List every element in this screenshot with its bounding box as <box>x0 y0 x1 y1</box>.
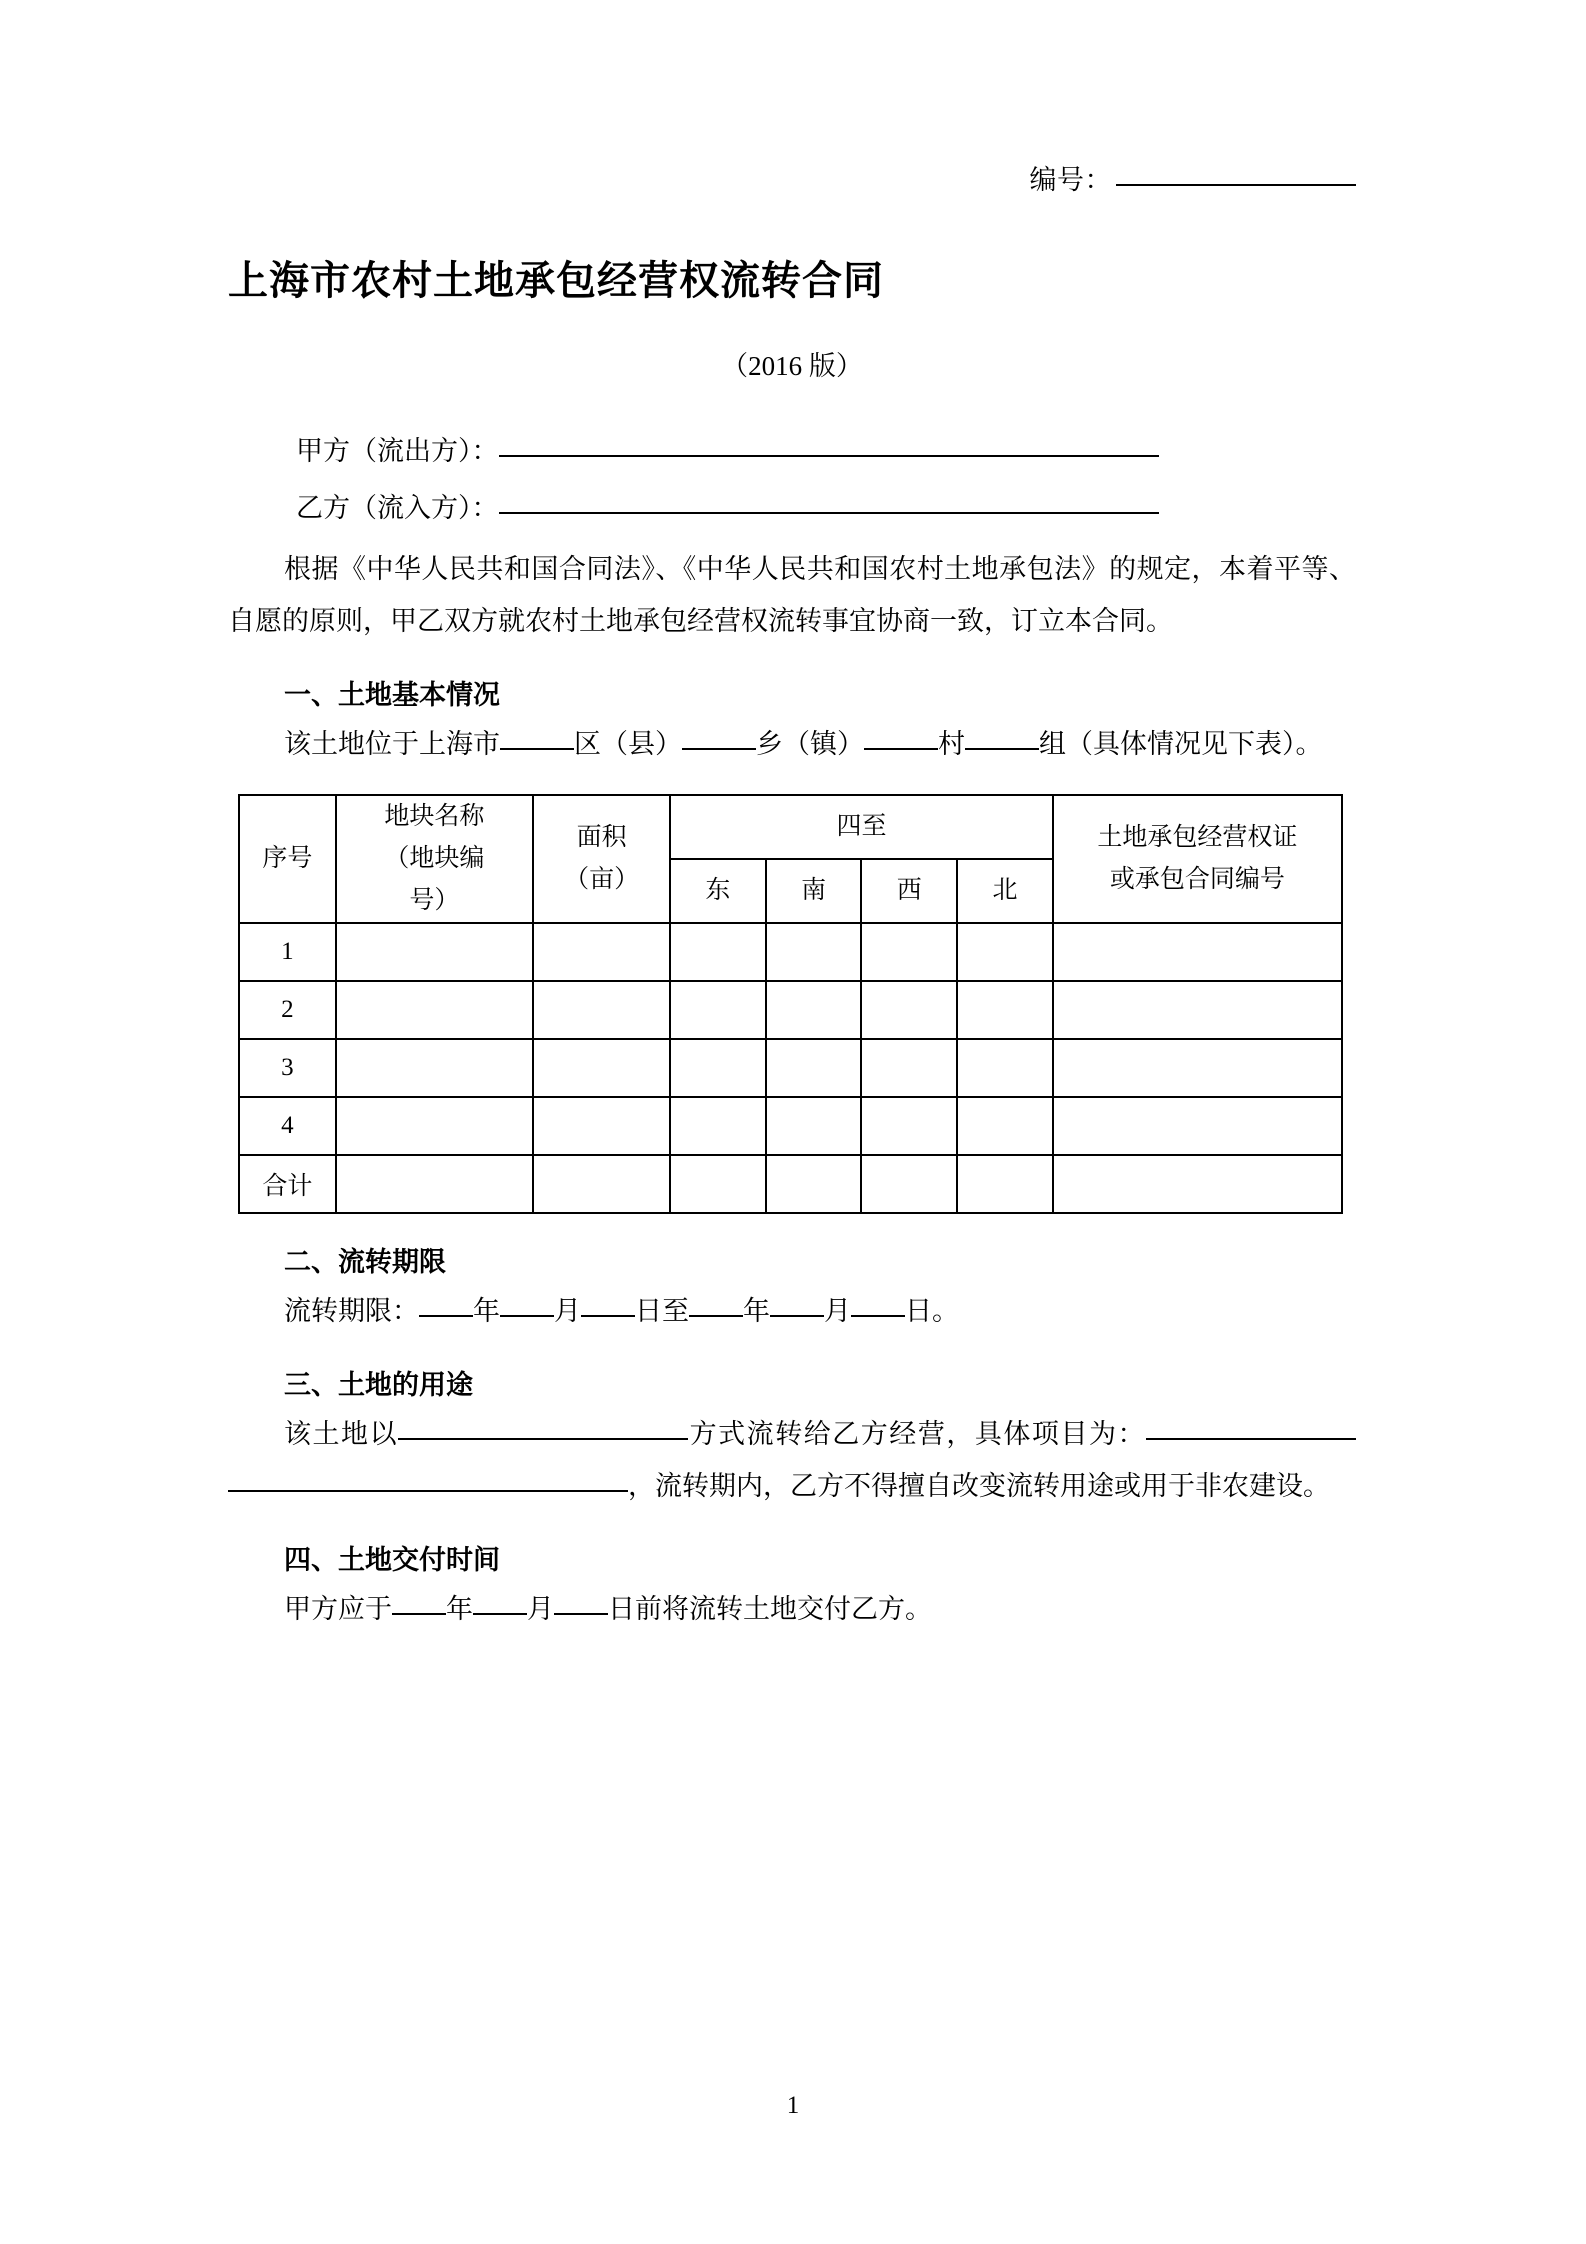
party-block <box>228 429 1356 525</box>
s1-blank-district <box>500 748 574 750</box>
cell-area[interactable] <box>533 981 670 1039</box>
section-3-paragraph <box>228 1408 1356 1512</box>
th-area-l2: （亩） <box>564 866 640 893</box>
document-number-blank <box>1116 184 1356 186</box>
table-row <box>239 923 1342 981</box>
th-west: 西 <box>861 859 957 923</box>
cell-south[interactable] <box>766 981 862 1039</box>
cell-area[interactable] <box>533 1039 670 1097</box>
cell-area[interactable] <box>533 1097 670 1155</box>
section-3-title: 三、土地的用途 <box>284 1370 473 1401</box>
s1-text-c: 乡（镇） <box>756 729 864 759</box>
section-4-paragraph <box>228 1583 1356 1635</box>
s2-blank-year-start <box>419 1315 473 1317</box>
cell-east-total[interactable] <box>670 1155 766 1213</box>
cell-east[interactable] <box>670 1039 766 1097</box>
s1-blank-township <box>682 748 756 750</box>
th-area <box>533 795 670 923</box>
s2-blank-day-end <box>851 1315 905 1317</box>
s2-blank-day-start <box>581 1315 635 1317</box>
cell-south-total[interactable] <box>766 1155 862 1213</box>
page-number: 1 <box>786 2092 800 2119</box>
cell-south[interactable] <box>766 1097 862 1155</box>
table-row <box>239 981 1342 1039</box>
s2-blank-month-end <box>770 1315 824 1317</box>
cell-seq: 2 <box>239 981 336 1039</box>
section-1-paragraph <box>228 718 1356 770</box>
cell-west[interactable] <box>861 981 957 1039</box>
preamble-paragraph: 根据《中华人民共和国合同法》、《中华人民共和国农村土地承包法》的规定，本着平等、自愿的原则，甲乙双方就农村土地承包经营权流转事宜协商一致，订立本合同。 <box>228 554 1356 636</box>
s1-text-b: 区（县） <box>574 729 682 759</box>
table-row <box>239 1097 1342 1155</box>
th-parcel-name-l1: 地块名称 <box>384 803 485 830</box>
cell-east[interactable] <box>670 923 766 981</box>
th-area-l1: 面积 <box>576 824 627 851</box>
cell-certificate-total[interactable] <box>1053 1155 1342 1213</box>
cell-north[interactable] <box>957 1097 1053 1155</box>
s1-blank-group <box>965 748 1039 750</box>
s4-blank-year <box>392 1613 446 1615</box>
document-content <box>228 0 1356 1635</box>
s2-year2: 年 <box>743 1296 770 1326</box>
th-east: 东 <box>670 859 766 923</box>
cell-certificate[interactable] <box>1053 1097 1342 1155</box>
s1-text-a: 该土地位于上海市 <box>284 729 500 759</box>
s4-blank-day <box>554 1613 608 1615</box>
section-2-paragraph <box>228 1285 1356 1337</box>
document-number-line <box>228 158 1356 197</box>
table-header-row-1 <box>239 795 1342 859</box>
s1-text-e: 组（具体情况见下表）。 <box>1039 729 1323 759</box>
section-2-title: 二、流转期限 <box>284 1247 446 1278</box>
cell-south[interactable] <box>766 1039 862 1097</box>
s3-blank-project-1 <box>1146 1438 1356 1440</box>
cell-certificate[interactable] <box>1053 1039 1342 1097</box>
table-body <box>239 923 1342 1213</box>
cell-west[interactable] <box>861 1097 957 1155</box>
party-b-label: 乙方（流入方）： <box>296 493 499 523</box>
s2-month2: 月 <box>824 1296 851 1326</box>
s2-day1: 日至 <box>635 1296 689 1326</box>
cell-north[interactable] <box>957 981 1053 1039</box>
th-north: 北 <box>957 859 1053 923</box>
cell-west-total[interactable] <box>861 1155 957 1213</box>
land-parcel-table <box>238 794 1343 1214</box>
s3-text-c: ，流转期内，乙方不得擅自改变流转用途或用于非农建设。 <box>628 1471 1330 1501</box>
s2-blank-month-start <box>500 1315 554 1317</box>
party-b-blank <box>499 512 1159 514</box>
cell-south[interactable] <box>766 923 862 981</box>
s4-year: 年 <box>446 1594 473 1624</box>
th-certificate-l1: 土地承包经营权证 <box>1097 824 1298 851</box>
cell-parcel-name-total[interactable] <box>336 1155 533 1213</box>
th-certificate-l2: 或承包合同编号 <box>1109 866 1285 893</box>
s2-day2: 日。 <box>905 1296 959 1326</box>
cell-seq: 4 <box>239 1097 336 1155</box>
s2-month1: 月 <box>554 1296 581 1326</box>
party-a-blank <box>499 455 1159 457</box>
s3-blank-project-2 <box>228 1490 628 1492</box>
cell-north-total[interactable] <box>957 1155 1053 1213</box>
page-title: 上海市农村土地承包经营权流转合同 <box>228 258 884 304</box>
party-a-label: 甲方（流出方）： <box>296 436 499 466</box>
th-seq: 序号 <box>239 795 336 923</box>
s1-blank-village <box>864 748 938 750</box>
cell-seq-total: 合计 <box>239 1155 336 1213</box>
s3-text-b: 方式流转给乙方经营，具体项目为： <box>688 1419 1147 1449</box>
s4-blank-month <box>473 1613 527 1615</box>
th-parcel-name-l3: 号） <box>409 887 460 914</box>
s1-text-d: 村 <box>938 729 965 759</box>
cell-east[interactable] <box>670 1097 766 1155</box>
cell-certificate[interactable] <box>1053 923 1342 981</box>
cell-east[interactable] <box>670 981 766 1039</box>
party-a-line <box>296 429 1356 468</box>
table-row <box>239 1039 1342 1097</box>
s2-year1: 年 <box>473 1296 500 1326</box>
s4-day: 日前将流转土地交付乙方。 <box>608 1594 932 1624</box>
cell-certificate[interactable] <box>1053 981 1342 1039</box>
cell-parcel-name[interactable] <box>336 981 533 1039</box>
cell-seq: 1 <box>239 923 336 981</box>
cell-west[interactable] <box>861 1039 957 1097</box>
cell-parcel-name[interactable] <box>336 923 533 981</box>
th-sizhi: 四至 <box>670 795 1053 859</box>
th-parcel-name-l2: （地块编 <box>384 845 485 872</box>
th-parcel-name <box>336 795 533 923</box>
cell-north[interactable] <box>957 923 1053 981</box>
cell-area[interactable] <box>533 923 670 981</box>
th-certificate <box>1053 795 1342 923</box>
s3-blank-method <box>398 1438 688 1440</box>
table-row-total <box>239 1155 1342 1213</box>
cell-parcel-name[interactable] <box>336 1097 533 1155</box>
th-south: 南 <box>766 859 862 923</box>
document-version: （2016 版） <box>721 351 863 381</box>
cell-parcel-name[interactable] <box>336 1039 533 1097</box>
document-number-label: 编号： <box>1029 165 1112 195</box>
cell-west[interactable] <box>861 923 957 981</box>
s2-blank-year-end <box>689 1315 743 1317</box>
cell-seq: 3 <box>239 1039 336 1097</box>
cell-area-total[interactable] <box>533 1155 670 1213</box>
cell-north[interactable] <box>957 1039 1053 1097</box>
section-1-title: 一、土地基本情况 <box>284 680 500 711</box>
s2-label: 流转期限： <box>284 1296 419 1326</box>
section-4-title: 四、土地交付时间 <box>284 1545 500 1576</box>
s4-month: 月 <box>527 1594 554 1624</box>
party-b-line <box>296 486 1356 525</box>
s3-text-a: 该土地以 <box>284 1419 399 1449</box>
s4-text-a: 甲方应于 <box>284 1594 392 1624</box>
